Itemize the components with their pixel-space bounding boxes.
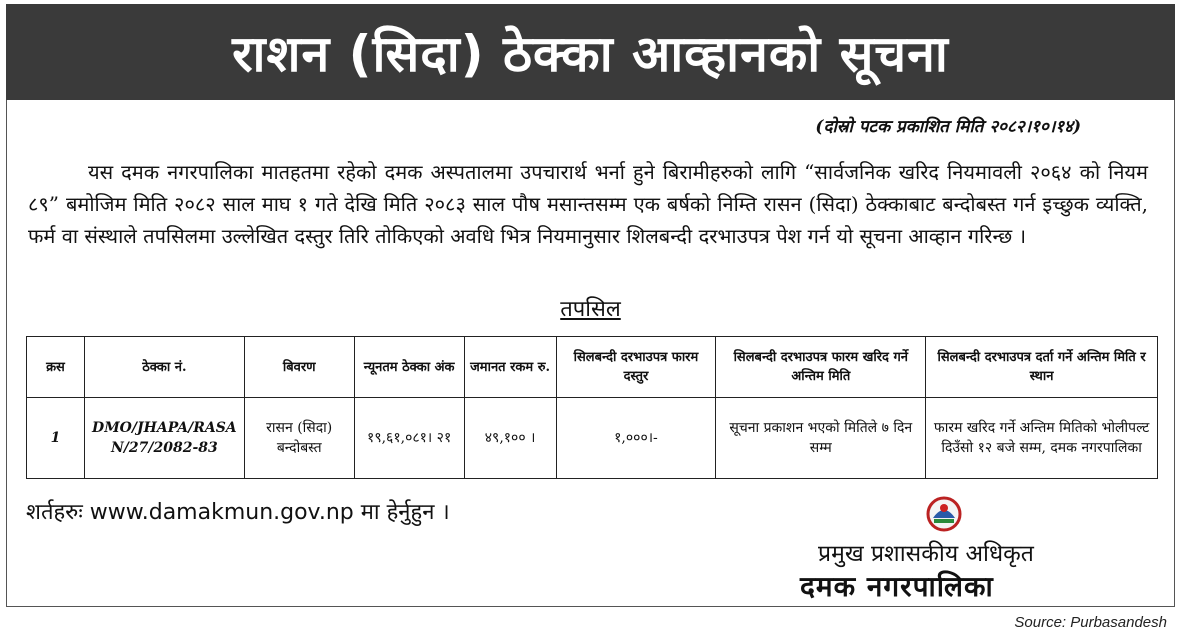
contract-table [26,336,1158,479]
notice-body: यस दमक नगरपालिका मातहतमा रहेको दमक अस्पतालमा उपचारार्थ भर्ना हुने बिरामीहरुको लागि “सार्वजनिक खरिद नियमावली २०६४ को नियम ८९” बमोजिम मिति २०८२ साल माघ १ गते देखि मिति २०८३ साल पौष मसान्तसम्म एक बर्षको निम्ति रासन (सिदा) ठेक्काबाट बन्दोबस्त गर्न इच्छुक व्यक्ति, फर्म वा संस्थाले तपसिलमा उल्लेखित दस्तुर तिरि तोकिएको अवधि भित्र नियमानुसार शिलबन्दी दरभाउपत्र पेश गर्न यो सूचना आव्हान गरिन्छ । [28,160,1148,248]
cell-submission-deadline: फारम खरिद गर्ने अन्तिम मितिको भोलीपल्ट दिउँसो १२ बजे सम्म, दमक नगरपालिका [926,398,1158,479]
title-banner [6,4,1175,100]
cell-contract-no: DMO/JHAPA/RASAN/27/2082-83 [84,398,244,479]
cell-sn: 1 [27,398,85,479]
table-header-row [27,337,1158,398]
nepal-government-emblem-icon [925,496,963,532]
cell-form-fee: १,०००।- [556,398,716,479]
publication-note: (दोस्रो पटक प्रकाशित मिति २०८२।१०।१४) [815,117,1081,137]
header-form-fee: सिलबन्दी दरभाउपत्र फारम दस्तुर [556,337,716,398]
officer-title: प्रमुख प्रशासकीय अधिकृत [818,541,1034,567]
cell-deposit: ४९,१०० । [464,398,556,479]
terms-link-text: शर्तहरुः www.damakmun.gov.np मा हेर्नुहुन । [26,500,450,525]
tapasil-heading: तपसिल [560,297,621,322]
source-credit: Source: Purbasandesh [1014,614,1167,631]
cell-description: रासन (सिदा) बन्दोबस्त [244,398,354,479]
header-description: बिवरण [244,337,354,398]
header-purchase-deadline: सिलबन्दी दरभाउपत्र फारम खरिद गर्ने अन्तिम मिति [716,337,926,398]
cell-purchase-deadline: सूचना प्रकाशन भएको मितिले ७ दिन सम्म [716,398,926,479]
header-deposit: जमानत रकम रु. [464,337,556,398]
header-contract-no: ठेक्का नं. [84,337,244,398]
cell-min-amount: १९,६१,०८१। २१ [354,398,464,479]
municipality-name: दमक नगरपालिका [800,570,994,603]
table-row [27,398,1158,479]
header-submission-deadline: सिलबन्दी दरभाउपत्र दर्ता गर्ने अन्तिम मिति र स्थान [926,337,1158,398]
notice-title: राशन (सिदा) ठेक्का आव्हानको सूचना [232,25,949,83]
header-sn: क्रस [27,337,85,398]
header-min-amount: न्यूनतम ठेक्का अंक [354,337,464,398]
